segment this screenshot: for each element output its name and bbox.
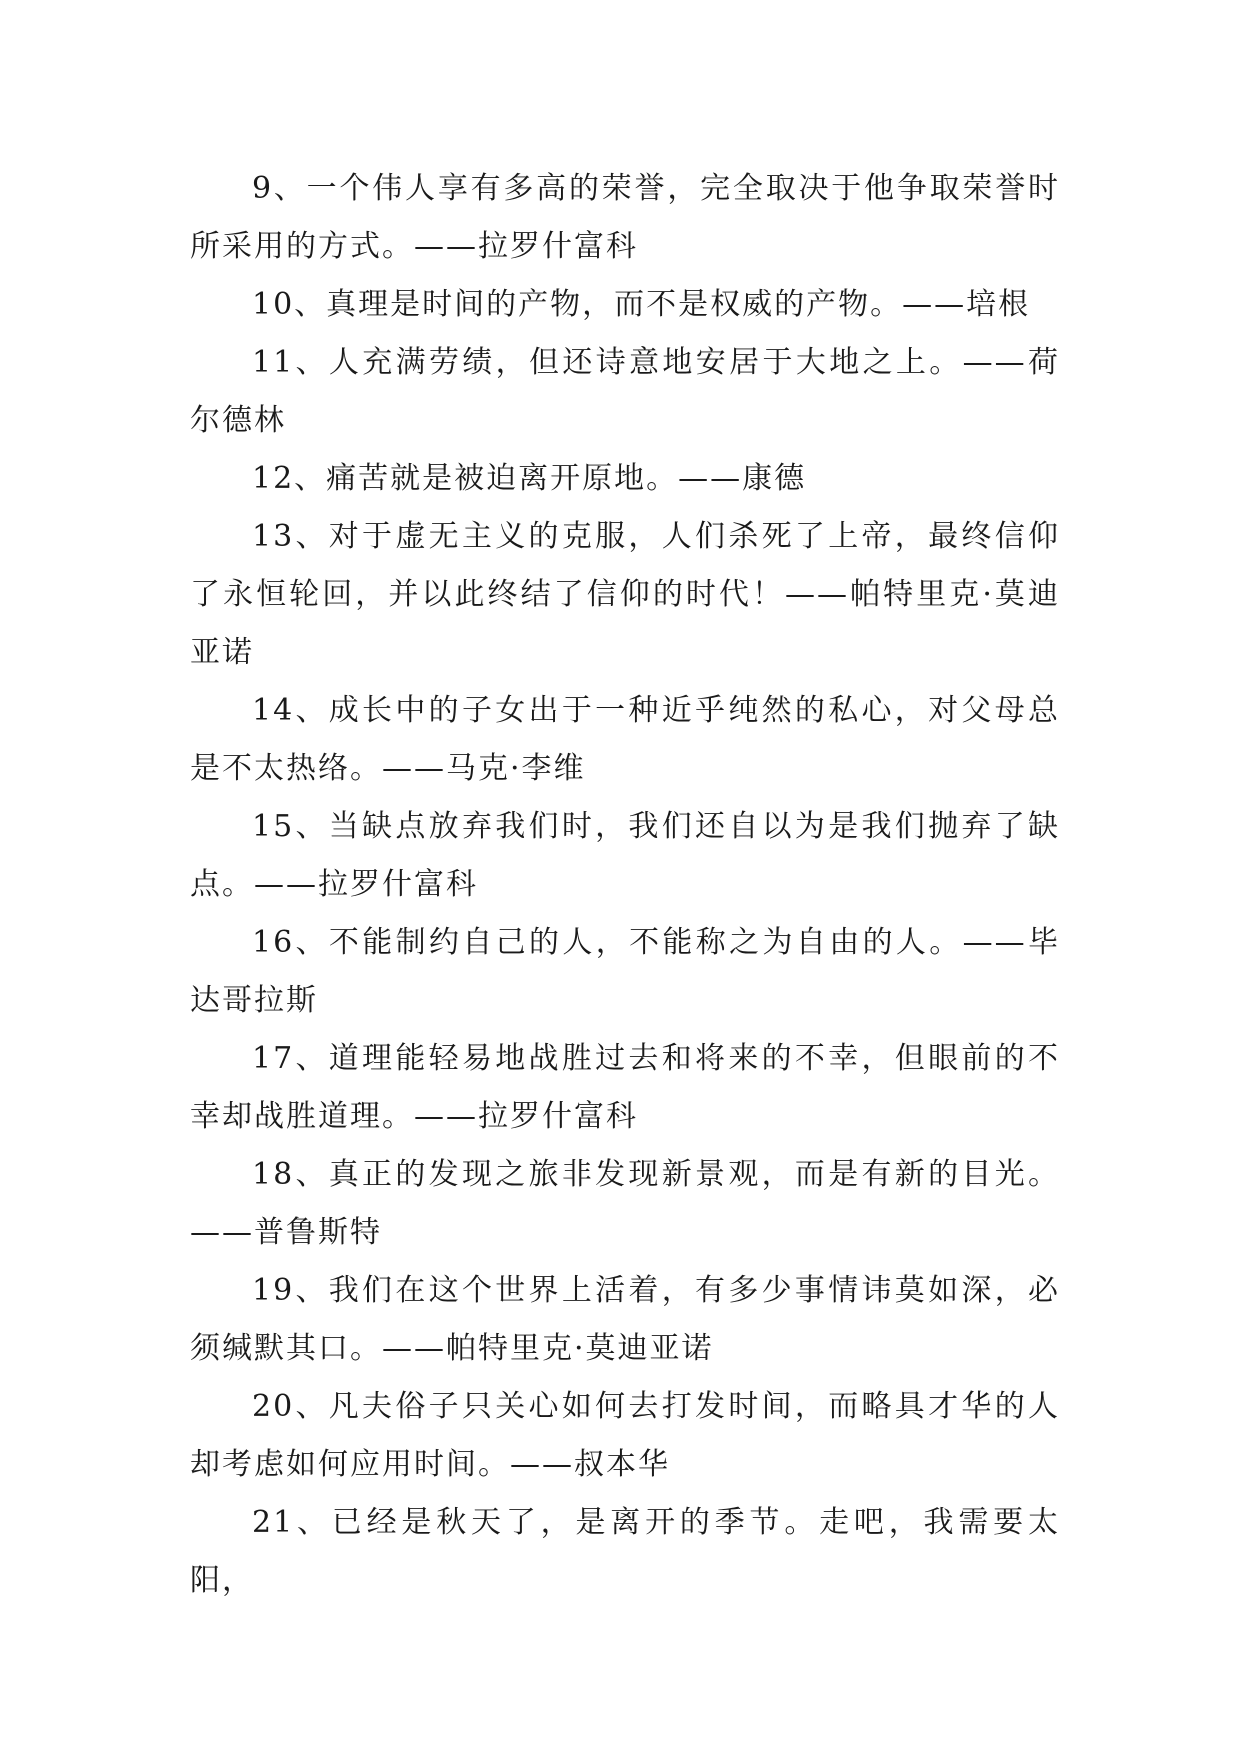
quote-paragraph: 16、不能制约自己的人，不能称之为自由的人。——毕达哥拉斯 [190,925,1060,1018]
quote-paragraph: 18、真正的发现之旅非发现新景观，而是有新的目光。——普鲁斯特 [190,1157,1060,1250]
quote-paragraph: 9、一个伟人享有多高的荣誉，完全取决于他争取荣誉时所采用的方式。——拉罗什富科 [190,171,1060,264]
quote-paragraph: 20、凡夫俗子只关心如何去打发时间，而略具才华的人却考虑如何应用时间。——叔本华 [190,1389,1060,1482]
quote-paragraph: 14、成长中的子女出于一种近乎纯然的私心，对父母总是不太热络。——马克·李维 [190,693,1060,786]
quote-paragraph: 12、痛苦就是被迫离开原地。——康德 [252,461,807,496]
quote-paragraph: 10、真理是时间的产物，而不是权威的产物。——培根 [252,287,1031,322]
quote-paragraph: 13、对于虚无主义的克服，人们杀死了上帝，最终信仰了永恒轮回，并以此终结了信仰的时代！——帕特里克·莫迪亚诺 [190,519,1060,670]
quote-list [190,160,1060,1610]
quote-paragraph: 21、已经是秋天了，是离开的季节。走吧，我需要太阳， [190,1505,1060,1598]
quote-paragraph: 11、人充满劳绩，但还诗意地安居于大地之上。——荷尔德林 [190,345,1060,438]
quote-paragraph: 15、当缺点放弃我们时，我们还自以为是我们抛弃了缺点。——拉罗什富科 [190,809,1060,902]
quote-paragraph: 19、我们在这个世界上活着，有多少事情讳莫如深，必须缄默其口。——帕特里克·莫迪亚诺 [190,1273,1060,1366]
quote-paragraph: 17、道理能轻易地战胜过去和将来的不幸，但眼前的不幸却战胜道理。——拉罗什富科 [190,1041,1060,1134]
